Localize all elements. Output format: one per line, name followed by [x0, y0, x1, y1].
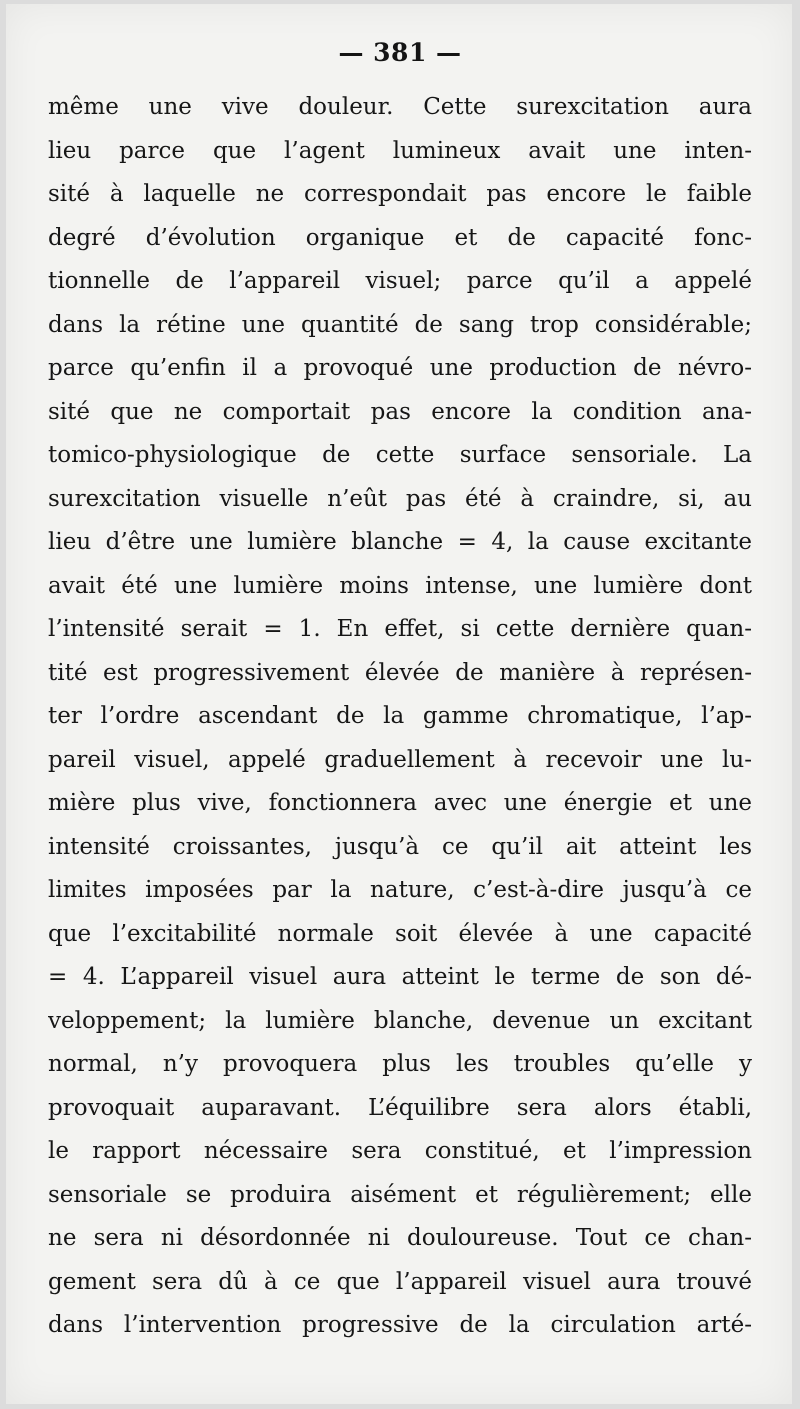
text-line: même une vive douleur. Cette surexcitation aura — [48, 94, 752, 120]
text-line: surexcitation visuelle n’eût pas été à craindre, si, au — [48, 485, 752, 512]
text-line: lieu d’être une lumière blanche = 4, la cause excitante — [48, 529, 752, 555]
page-number: — 381 — — [338, 38, 462, 67]
text-line: intensité croissantes, jusqu’à ce qu’il ait atteint les — [48, 833, 752, 860]
text-line: limites imposées par la nature, c’est-à-dire jusqu’à ce — [48, 877, 752, 903]
text-line: que l’excitabilité normale soit élevée à une capacité — [48, 920, 752, 947]
text-line: parce qu’enfin il a provoqué une production de névro- — [48, 355, 752, 381]
text-line: le rapport nécessaire sera constitué, et l’impression — [48, 1138, 752, 1164]
text-line: ter l’ordre ascendant de la gamme chromatique, l’ap- — [48, 703, 752, 729]
text-line: provoquait auparavant. L’équilibre sera alors établi, — [48, 1094, 752, 1121]
body-text — [48, 86, 752, 1348]
text-line: sensoriale se produira aisément et régulièrement; elle — [48, 1181, 752, 1208]
text-line: normal, n’y provoquera plus les troubles qu’elle y — [48, 1051, 752, 1077]
text-line: gement sera dû à ce que l’appareil visuel aura trouvé — [48, 1268, 752, 1295]
text-line: avait été une lumière moins intense, une lumière dont — [48, 572, 752, 599]
text-line: tomico-physiologique de cette surface sensoriale. La — [48, 442, 752, 468]
text-line: = 4. L’appareil visuel aura atteint le terme de son dé- — [48, 964, 752, 990]
text-line: mière plus vive, fonctionnera avec une énergie et une — [48, 790, 752, 816]
text-line: tité est progressivement élevée de manière à représen- — [48, 659, 752, 686]
text-line: l’intensité serait = 1. En effet, si cette dernière quan- — [48, 616, 752, 642]
text-line: degré d’évolution organique et de capacité fonc- — [48, 224, 752, 251]
text-line: ne sera ni désordonnée ni douloureuse. Tout ce chan- — [48, 1225, 752, 1251]
text-line: dans la rétine une quantité de sang trop considérable; — [48, 311, 752, 338]
text-line: tionnelle de l’appareil visuel; parce qu’il a appelé — [48, 268, 752, 294]
text-line: lieu parce que l’agent lumineux avait une inten- — [48, 137, 752, 164]
text-line: pareil visuel, appelé graduellement à recevoir une lu- — [48, 746, 752, 773]
text-line: sité que ne comportait pas encore la condition ana- — [48, 398, 752, 425]
text-line: sité à laquelle ne correspondait pas encore le faible — [48, 181, 752, 207]
text-line: dans l’intervention progressive de la circulation arté- — [48, 1312, 752, 1338]
text-line: veloppement; la lumière blanche, devenue un excitant — [48, 1007, 752, 1034]
